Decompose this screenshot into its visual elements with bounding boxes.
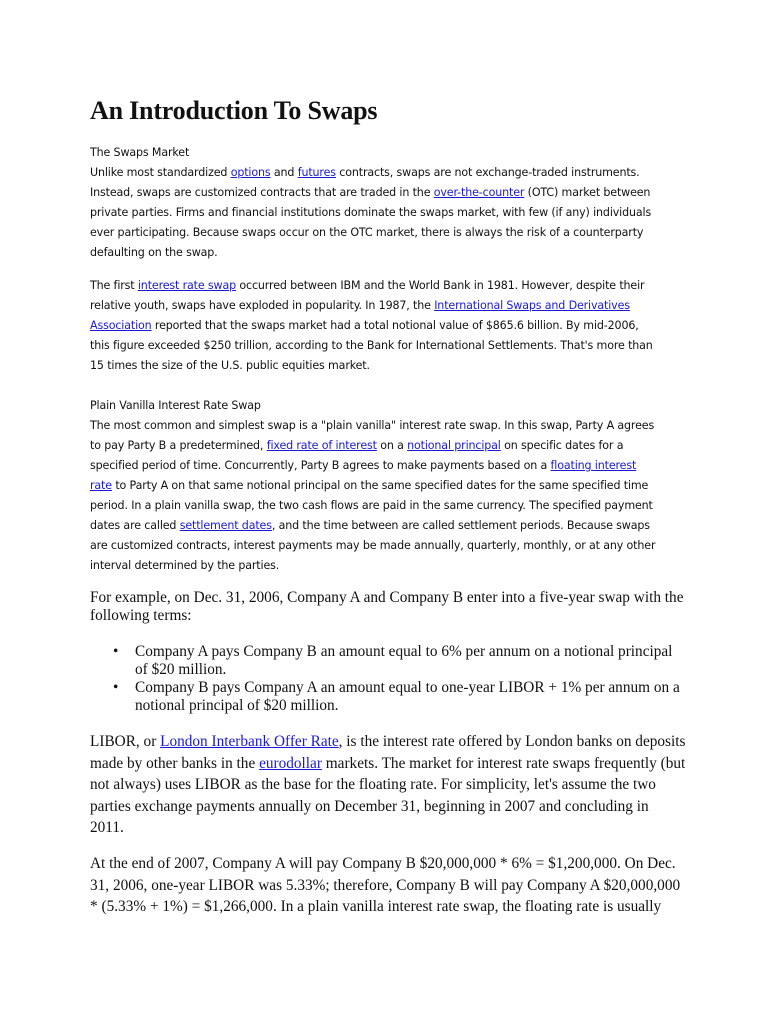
text-line: 31, 2006, one-year LIBOR was 5.33%; therefore, Company B will pay Company A $20,000,000 xyxy=(90,876,681,894)
link-floating-interest[interactable]: floating interest xyxy=(550,459,637,472)
text-line: of $20 million. xyxy=(135,661,227,678)
text-line: notional principal of $20 million. xyxy=(135,697,339,714)
text-line: ever participating. Because swaps occur on the OTC market, there is always the risk of a counterparty xyxy=(90,226,644,239)
text-line: interval determined by the parties. xyxy=(90,559,280,572)
text-line: period. In a plain vanilla swap, the two cash flows are paid in the same currency. The specified payment xyxy=(90,499,653,512)
text-line: At the end of 2007, Company A will pay Company B $20,000,000 * 6% = $1,200,000. On Dec. xyxy=(90,855,676,872)
text-line: this figure exceeded $250 trillion, according to the Bank for International Settlements. That's more than xyxy=(90,339,653,352)
paragraph-example-intro xyxy=(90,589,684,625)
link-fixed-rate-of-interest[interactable]: fixed rate of interest xyxy=(266,439,377,452)
text-line: The most common and simplest swap is a "plain vanilla" interest rate swap. In this swap, Party A agrees xyxy=(90,419,655,432)
link-futures[interactable]: futures xyxy=(297,166,336,179)
text-line: 2011. xyxy=(90,819,124,836)
text-line: are customized contracts, interest payments may be made annually, quarterly, monthly, or at any other xyxy=(90,539,656,552)
link-isda-association[interactable]: Association xyxy=(90,319,152,332)
link-interest-rate-swap[interactable]: interest rate swap xyxy=(137,279,237,292)
text-line: 15 times the size of the U.S. public equities market. xyxy=(90,359,370,372)
text-line: Association reported that the swaps market had a total notional value of $865.6 billion. By mid-2006, xyxy=(90,319,639,332)
text-line: For example, on Dec. 31, 2006, Company A and Company B enter into a five-year swap with the xyxy=(90,589,684,606)
link-london-interbank-offer-rate[interactable]: London Interbank Offer Rate xyxy=(160,733,339,750)
text-line: private parties. Firms and financial institutions dominate the swaps market, with few (if any) individuals xyxy=(90,206,652,219)
section-swaps-market xyxy=(90,143,680,263)
text-line: Company B pays Company A an amount equal to one-year LIBOR + 1% per annum on a xyxy=(135,679,680,696)
paragraph-first-swap xyxy=(90,276,680,376)
text-line: to pay Party B a predetermined, fixed rate of interest on a notional principal on specific dates for a xyxy=(90,439,624,452)
paragraph-libor xyxy=(90,731,686,839)
section-plain-vanilla xyxy=(90,396,680,576)
link-isda[interactable]: International Swaps and Derivatives xyxy=(434,299,630,312)
link-notional-principal[interactable]: notional principal xyxy=(407,439,501,452)
terms-list xyxy=(90,643,680,715)
link-floating-interest-rate[interactable]: rate xyxy=(90,479,112,492)
text-line: not always) uses LIBOR as the base for the floating rate. For simplicity, let's assume the two xyxy=(90,776,656,793)
section-heading: Plain Vanilla Interest Rate Swap xyxy=(90,399,261,412)
link-settlement-dates[interactable]: settlement dates xyxy=(179,519,272,532)
page-title: An Introduction To Swaps xyxy=(90,96,378,125)
list-item xyxy=(90,679,680,715)
text-line: Company A pays Company B an amount equal to 6% per annum on a notional principal xyxy=(135,643,673,660)
text-line: Instead, swaps are customized contracts that are traded in the over-the-counter (OTC) market between xyxy=(90,186,651,199)
text-line: rate to Party A on that same notional principal on the same specified dates for the same specified time xyxy=(90,479,649,492)
list-item xyxy=(90,643,680,679)
link-eurodollar[interactable]: eurodollar xyxy=(259,754,322,772)
text-line: specified period of time. Concurrently, Party B agrees to make payments based on a floating interest xyxy=(90,459,637,472)
bullet-icon: • xyxy=(113,643,119,660)
paragraph-end-2007 xyxy=(90,853,680,918)
text-line: relative youth, swaps have exploded in popularity. In 1987, the International Swaps and Derivatives xyxy=(90,299,630,312)
bullet-icon: • xyxy=(113,679,119,696)
link-options[interactable]: options xyxy=(230,166,271,179)
text-line: dates are called settlement dates, and the time between are called settlement periods. Because swaps xyxy=(90,519,650,532)
section-heading: The Swaps Market xyxy=(90,146,190,159)
text-line: parties exchange payments annually on December 31, beginning in 2007 and concluding in xyxy=(90,797,649,815)
text-line: following terms: xyxy=(90,607,192,624)
text-line: LIBOR, or London Interbank Offer Rate, is the interest rate offered by London banks on deposits xyxy=(90,733,686,750)
text-line: * (5.33% + 1%) = $1,266,000. In a plain vanilla interest rate swap, the floating rate is usually xyxy=(90,898,662,915)
text-line: made by other banks in the eurodollar markets. The market for interest rate swaps frequently (but xyxy=(90,754,686,772)
link-over-the-counter[interactable]: over-the-counter xyxy=(433,186,525,199)
text-line: Unlike most standardized options and futures contracts, swaps are not exchange-traded instruments. xyxy=(90,166,640,179)
text-line: The first interest rate swap occurred between IBM and the World Bank in 1981. However, despite their xyxy=(90,279,645,292)
text-line: defaulting on the swap. xyxy=(90,246,218,259)
